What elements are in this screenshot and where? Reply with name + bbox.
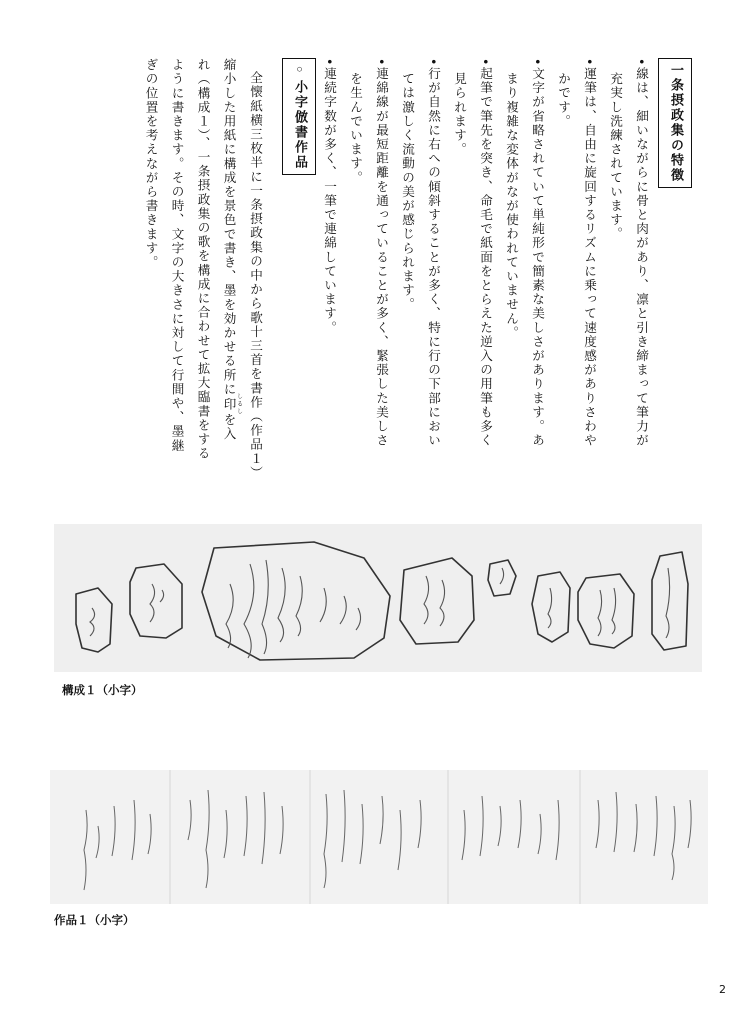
bullet-6: •連綿線が最短距離を通っていることが多く、緊張した美しさ を生んでいます。 <box>348 58 389 448</box>
figure-caption-work: 作品１（小字） <box>54 913 135 927</box>
page-number: 2 <box>719 983 726 996</box>
para-line-1: 全懐紙横三枚半に一条摂政集の中から歌十三首を書作（作品１） <box>248 70 263 480</box>
figure-caption-composition: 構成１（小字） <box>62 683 143 697</box>
bullet-7: •連続字数が多く、一筆で連綿しています。 <box>322 58 337 335</box>
para-line-5: ぎの位置を考えながら書きます。 <box>143 58 159 270</box>
section-heading-works <box>278 58 316 478</box>
heading-box: ◦小字倣書作品 <box>282 58 316 175</box>
para-line-4: ように書きます。その時、文字の大きさに対して行間や、墨継 <box>169 58 185 453</box>
bullet-1: •線は、細いながらに骨と肉があり、凛と引き締まって筆力が 充実し洗練されています。 <box>608 58 649 448</box>
finished-work-scroll <box>50 770 708 904</box>
heading-box: 一条摂政集の特徴 <box>658 58 692 188</box>
composition-sketch-drawing <box>54 524 702 672</box>
bullet-2: •運筆は、自由に旋回するリズムに乗って速度感がありさわや かです。 <box>556 58 597 448</box>
bullet-3: •文字が省略されていて単純形で簡素な美しさがあります。あ まり複雑な変体がなが使われていません。 <box>504 58 545 448</box>
para-line-2: 縮小した用紙に構成を景色で書き、墨を効かせる所に印 しるしを入 <box>221 58 243 442</box>
finished-work-drawing <box>50 770 708 904</box>
composition-sketch <box>54 524 702 672</box>
bullet-5: •行が自然に右への傾斜することが多く、特に行の下部におい ては激しく流動の美が感じられます。 <box>400 58 441 448</box>
para-line-3: れ（構成１）、一条摂政集の歌を構成に合わせて拡大臨書をする <box>195 58 211 461</box>
bullet-4: •起筆で筆先を突き、命毛で紙面をとらえた逆入の用筆も多く 見られます。 <box>452 58 493 448</box>
section-heading-features <box>654 58 692 478</box>
body-text <box>62 58 692 478</box>
